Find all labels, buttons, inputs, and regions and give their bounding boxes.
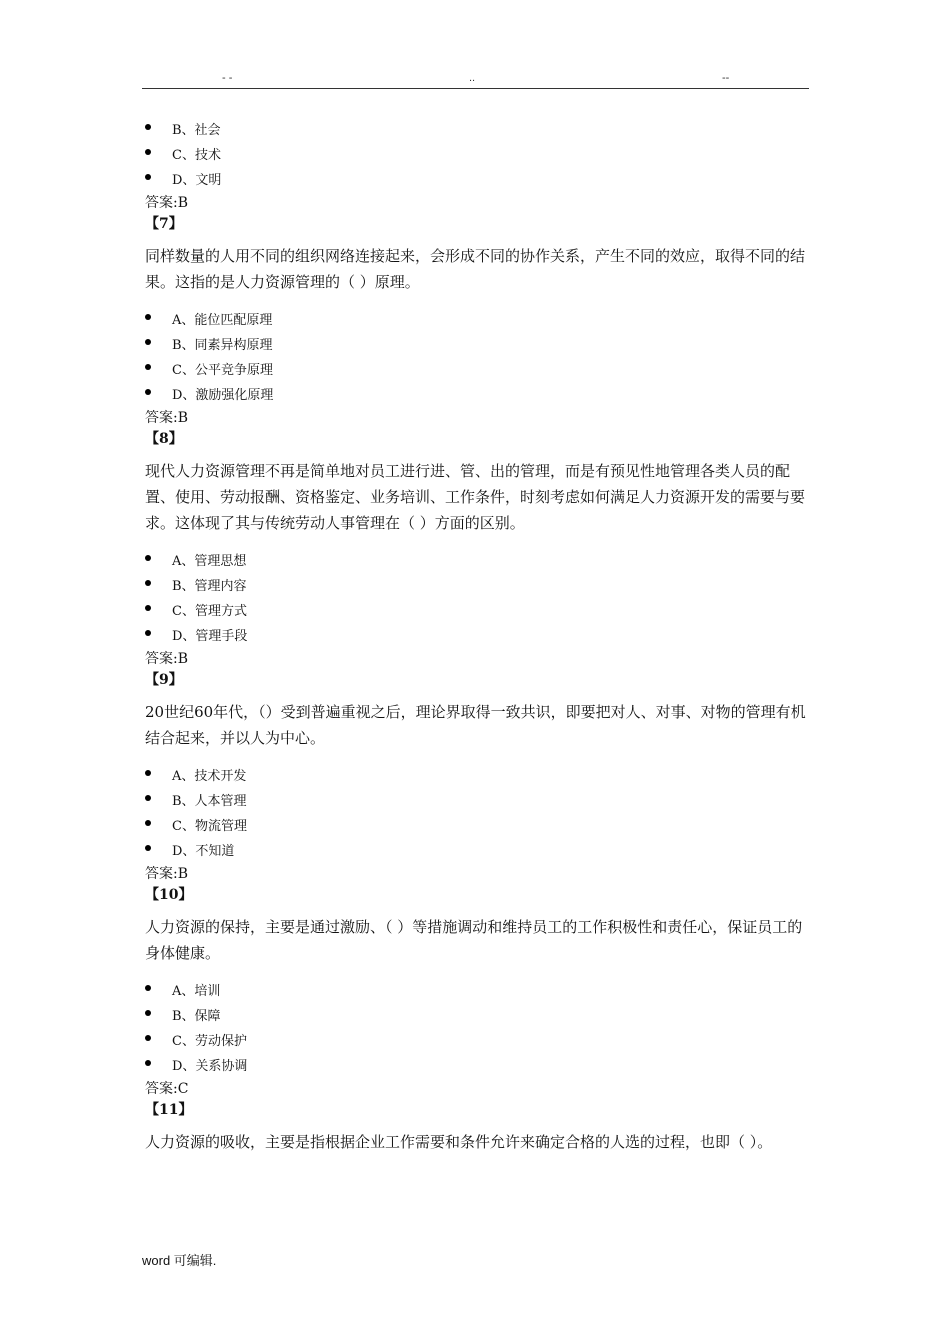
- option-text: A、能位匹配原理: [172, 313, 273, 328]
- question-number: 【7】: [145, 216, 183, 232]
- question-text: 人力资源的保持，主要是通过激励、（ ）等措施调动和维持员工的工作积极性和责任心，保证员工的身体健康。: [145, 918, 803, 962]
- option-text: D、管理手段: [172, 629, 248, 644]
- bullet-icon: [145, 1010, 151, 1016]
- option-list: [145, 764, 810, 864]
- option-item: [145, 1004, 810, 1029]
- answer-text: 答案:B: [145, 866, 189, 882]
- bullet-icon: [145, 364, 151, 370]
- option-item: [145, 814, 810, 839]
- option-text: C、劳动保护: [172, 1034, 247, 1049]
- option-list: [145, 979, 810, 1079]
- answer-text: 答案:B: [145, 410, 189, 426]
- option-text: C、物流管理: [172, 819, 247, 834]
- header-center-mark: ..: [469, 72, 476, 84]
- bullet-icon: [145, 174, 151, 180]
- option-item: [145, 358, 810, 383]
- question-text: 现代人力资源管理不再是简单地对员工进行进、管、出的管理，而是有预见性地管理各类人员的配置、使用、劳动报酬、资格鉴定、业务培训、工作条件，时刻考虑如何满足人力资源开发的需要与要求。这体现了其与传统劳动人事管理在（ ）方面的区别。: [145, 462, 806, 532]
- option-text: A、技术开发: [172, 769, 247, 784]
- document-body: [145, 118, 810, 1168]
- option-item: [145, 839, 810, 864]
- option-list: [145, 118, 810, 193]
- answer-text: 答案:B: [145, 195, 189, 211]
- answer-text: 答案:B: [145, 651, 189, 667]
- option-text: B、保障: [172, 1009, 221, 1024]
- question-number: 【9】: [145, 672, 183, 688]
- option-text: C、公平竞争原理: [172, 363, 273, 378]
- bullet-icon: [145, 795, 151, 801]
- option-item: [145, 383, 810, 408]
- option-item: [145, 1029, 810, 1054]
- answer-text: 答案:C: [145, 1081, 189, 1097]
- option-text: D、关系协调: [172, 1059, 248, 1074]
- option-text: B、社会: [172, 123, 221, 138]
- option-text: A、培训: [172, 984, 221, 999]
- bullet-icon: [145, 770, 151, 776]
- option-item: [145, 308, 810, 333]
- header-right-mark: --: [722, 72, 730, 84]
- bullet-icon: [145, 149, 151, 155]
- option-item: [145, 1054, 810, 1079]
- option-item: [145, 599, 810, 624]
- option-item: [145, 789, 810, 814]
- header-left-mark: - -: [222, 72, 233, 84]
- option-item: [145, 764, 810, 789]
- option-item: [145, 143, 810, 168]
- question-text: 20世纪60年代，（）受到普遍重视之后，理论界取得一致共识，即要把对人、对事、对物的管理有机结合起来，并以人为中心。: [145, 703, 806, 747]
- bullet-icon: [145, 1035, 151, 1041]
- option-item: [145, 549, 810, 574]
- bullet-icon: [145, 555, 151, 561]
- bullet-icon: [145, 605, 151, 611]
- option-item: [145, 624, 810, 649]
- option-text: D、不知道: [172, 844, 235, 859]
- option-item: [145, 574, 810, 599]
- bullet-icon: [145, 1060, 151, 1066]
- option-text: D、文明: [172, 173, 222, 188]
- bullet-icon: [145, 580, 151, 586]
- option-item: [145, 118, 810, 143]
- page-header: [142, 72, 809, 89]
- bullet-icon: [145, 845, 151, 851]
- option-text: A、管理思想: [172, 554, 247, 569]
- bullet-icon: [145, 339, 151, 345]
- option-list: [145, 308, 810, 408]
- question-text: 人力资源的吸收，主要是指根据企业工作需要和条件允许来确定合格的人选的过程，也即（ ）。: [145, 1133, 773, 1151]
- option-item: [145, 333, 810, 358]
- option-text: C、技术: [172, 148, 221, 163]
- bullet-icon: [145, 820, 151, 826]
- option-text: C、管理方式: [172, 604, 247, 619]
- option-text: B、人本管理: [172, 794, 247, 809]
- option-text: D、激励强化原理: [172, 388, 274, 403]
- option-text: B、管理内容: [172, 579, 247, 594]
- question-number: 【8】: [145, 431, 183, 447]
- bullet-icon: [145, 124, 151, 130]
- question-number: 【11】: [145, 1102, 193, 1118]
- question-number: 【10】: [145, 887, 193, 903]
- bullet-icon: [145, 630, 151, 636]
- bullet-icon: [145, 314, 151, 320]
- option-item: [145, 168, 810, 193]
- question-text: 同样数量的人用不同的组织网络连接起来，会形成不同的协作关系，产生不同的效应，取得不同的结果。这指的是人力资源管理的（ ）原理。: [145, 247, 806, 291]
- bullet-icon: [145, 389, 151, 395]
- option-item: [145, 979, 810, 1004]
- option-text: B、同素异构原理: [172, 338, 273, 353]
- page-footer: word 可编辑.: [142, 1253, 217, 1268]
- option-list: [145, 549, 810, 649]
- bullet-icon: [145, 985, 151, 991]
